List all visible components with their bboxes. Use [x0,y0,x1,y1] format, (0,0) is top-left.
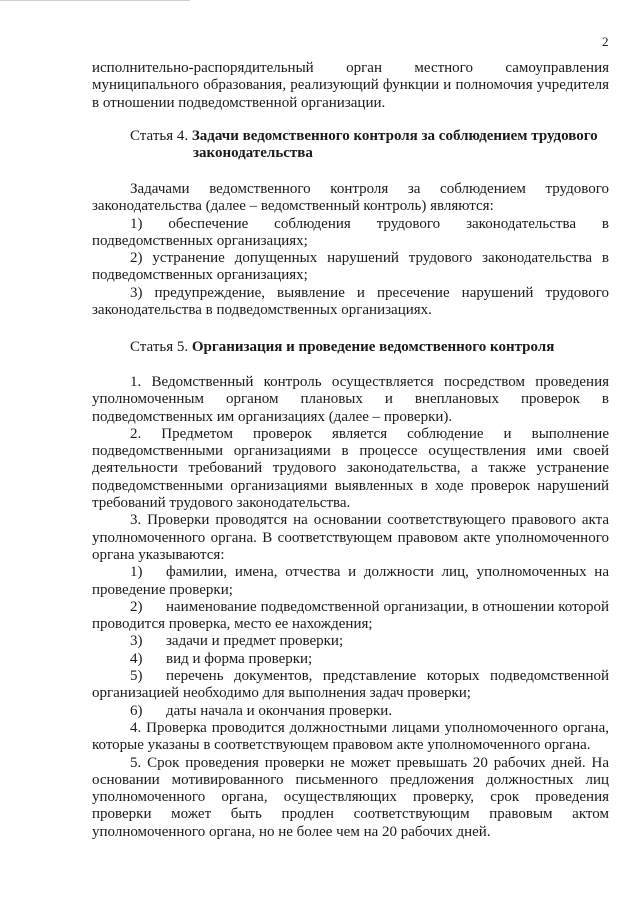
list-item [92,703,609,720]
article-4-title-cont: законодательства [193,145,313,162]
list-item-number: 1) [130,564,143,581]
list-item-number: 3) [130,633,143,650]
article-4-body [92,181,609,319]
article-5-number: Статья 5. [130,339,189,355]
list-item [92,651,609,668]
list-item-number: 5) [130,668,143,685]
list-item [92,633,609,650]
intro-text: исполнительно-распорядительный орган местного самоуправления муниципального образования, реализующий функции и полномочия учредителя в отношении подведомственной организации. [92,60,609,111]
article-5-body [92,374,609,841]
article-4-title: Задачи ведомственного контроля за соблюдением трудового [191,128,598,144]
article-5-paragraph-2: 2. Предметом проверок является соблюдение и выполнение подведомственными организациями в процессе осуществления ими своей деятельности требований трудового законодательства, а также устранение подведомственными организациями выявленных в ходе проверок нарушений требований трудового законодательства. [92,425,609,512]
article-5-paragraph-3: 3. Проверки проводятся на основании соответствующего правового акта уполномоченного органа. В соответствующем правовом акте уполномоченного органа указываются: [92,512,609,563]
article-4-lead: Задачами ведомственного контроля за соблюдением трудового законодательства (далее – ведомственный контроль) являются: [92,181,609,215]
list-item-text: фамилии, имена, отчества и должности лиц, уполномоченных на проведение проверки; [92,564,609,598]
article-4-item-1: 1) обеспечение соблюдения трудового законодательства в подведомственных организациях; [92,215,609,249]
scan-edge-line [0,0,190,1]
intro-paragraph [92,60,609,112]
article-5-paragraph-1: 1. Ведомственный контроль осуществляется посредством проведения уполномоченным органом плановых и внеплановых проверок в подведомственных им организациях (далее – проверки). [92,374,609,425]
list-item-number: 4) [130,650,143,667]
article-5-paragraph-5: 5. Срок проведения проверки не может превышать 20 рабочих дней. На основании мотивированного письменного предложения должностных лиц уполномоченного органа, осуществляющих проверку, срок проведения проверки может быть продлен соответствующим правовым актом уполномоченного органа, но не более чем на 20 рабочих дней. [92,754,609,840]
article-5-title: Организация и проведение ведомственного контроля [191,339,555,355]
list-item-number: 2) [130,598,143,615]
article-4-number: Статья 4. [130,128,189,144]
list-item-text: вид и форма проверки; [166,650,313,667]
list-item-text: перечень документов, представление которых подведомственной организацией необходимо для выполнения задач проверки; [92,668,609,702]
list-item-number: 6) [130,702,143,719]
list-item [92,564,609,599]
article-4-heading [130,128,600,163]
article-4-item-3: 3) предупреждение, выявление и пресечение нарушений трудового законодательства в подведомственных организациях. [92,284,609,319]
article-5-paragraph-4: 4. Проверка проводится должностными лицами уполномоченного органа, которые указаны в соответствующем правовом акте уполномоченного органа. [92,719,609,754]
list-item-text: задачи и предмет проверки; [166,633,344,650]
article-4-item-2: 2) устранение допущенных нарушений трудового законодательства в подведомственных организациях; [92,250,609,284]
list-item-text: наименование подведомственной организации, в отношении которой проводится проверка, место ее нахождения; [92,598,609,633]
article-5-heading [130,339,600,356]
list-item [92,599,609,634]
page-number: 2 [602,34,609,49]
list-item-text: даты начала и окончания проверки. [166,702,393,719]
list-item [92,668,609,703]
